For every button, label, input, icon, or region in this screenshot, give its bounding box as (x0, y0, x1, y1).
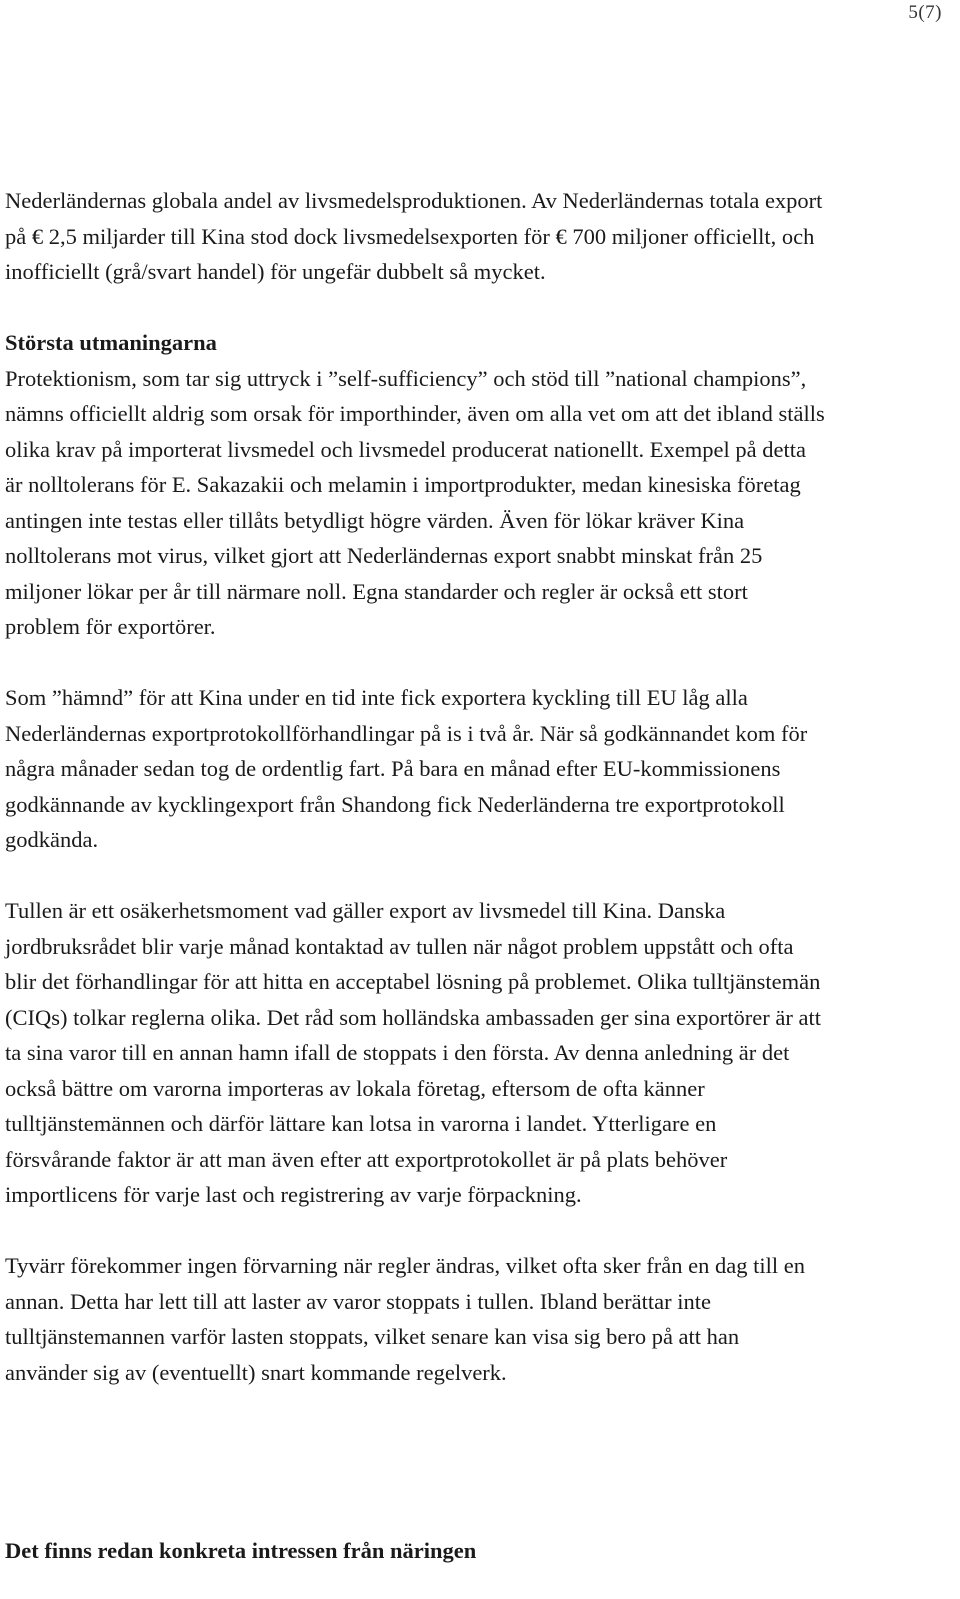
paragraph-no-warning: Tyvärr förekommer ingen förvarning när regler ändras, vilket ofta sker från en dag till en annan. Detta har lett till att laster av varor stoppats i tullen. Ibland berättar inte tulltjänstemannen varför lasten stoppats, vilket senare kan visa sig bero på att han använder sig av (eventuellt) snart kommande regelverk. (5, 1253, 805, 1385)
paragraph-revenge: Som ”hämnd” för att Kina under en tid inte fick exportera kyckling till EU låg alla Nederländernas exportprotokollförhandlingar på is i två år. När så godkännandet kom för några månader sedan tog de ordentlig fart. På bara en månad efter EU-kommissionens godkännande av kycklingexport från Shandong fick Nederländerna tre exportprotokoll godkända. (5, 685, 808, 852)
document-body (5, 183, 825, 1390)
section-heading: Största utmaningarna (5, 330, 217, 355)
intro-paragraph: Nederländernas globala andel av livsmedelsproduktionen. Av Nederländernas totala export på € 2,5 miljarder till Kina stod dock livsmedelsexporten för € 700 miljoner officiellt, och inofficiellt (grå/svart handel) för ungefär dubbelt så mycket. (5, 188, 823, 284)
paragraph-customs: Tullen är ett osäkerhetsmoment vad gäller export av livsmedel till Kina. Danska jordbruksrådet blir varje månad kontaktad av tullen när något problem uppstått och ofta blir det förhandlingar för att hitta en acceptabel lösning på problemet. Olika tulltjänstemän (CIQs) tolkar reglerna olika. Det råd som holländska ambassaden ger sina exportörer är att ta sina varor till en annan hamn ifall de stoppats i den första. Av denna anledning är det också bättre om varorna importeras av lokala företag, eftersom de ofta känner tulltjänstemännen och därför lättare kan lotsa in varorna i landet. Ytterligare en försvårande faktor är att man även efter att exportprotokollet är på plats behöver importlicens för varje last och registrering av varje förpackning. (5, 898, 821, 1207)
page-number: 5(7) (908, 2, 942, 23)
closing-heading: Det finns redan konkreta intressen från näringen (5, 1538, 477, 1563)
paragraph-protectionism: Protektionism, som tar sig uttryck i ”self-sufficiency” och stöd till ”national champions”, nämns officiellt aldrig som orsak för importhinder, även om alla vet om att det ibland ställs olika krav på importerat livsmedel och livsmedel producerat nationellt. Exempel på detta är nolltolerans för E. Sakazakii och melamin i importprodukter, medan kinesiska företag antingen inte testas eller tillåts betydligt högre värden. Även för lökar kräver Kina nolltolerans mot virus, vilket gjort att Nederländernas export snabbt minskat från 25 miljoner lökar per år till närmare noll. Egna standarder och regler är också ett stort problem för exportörer. (5, 365, 825, 639)
